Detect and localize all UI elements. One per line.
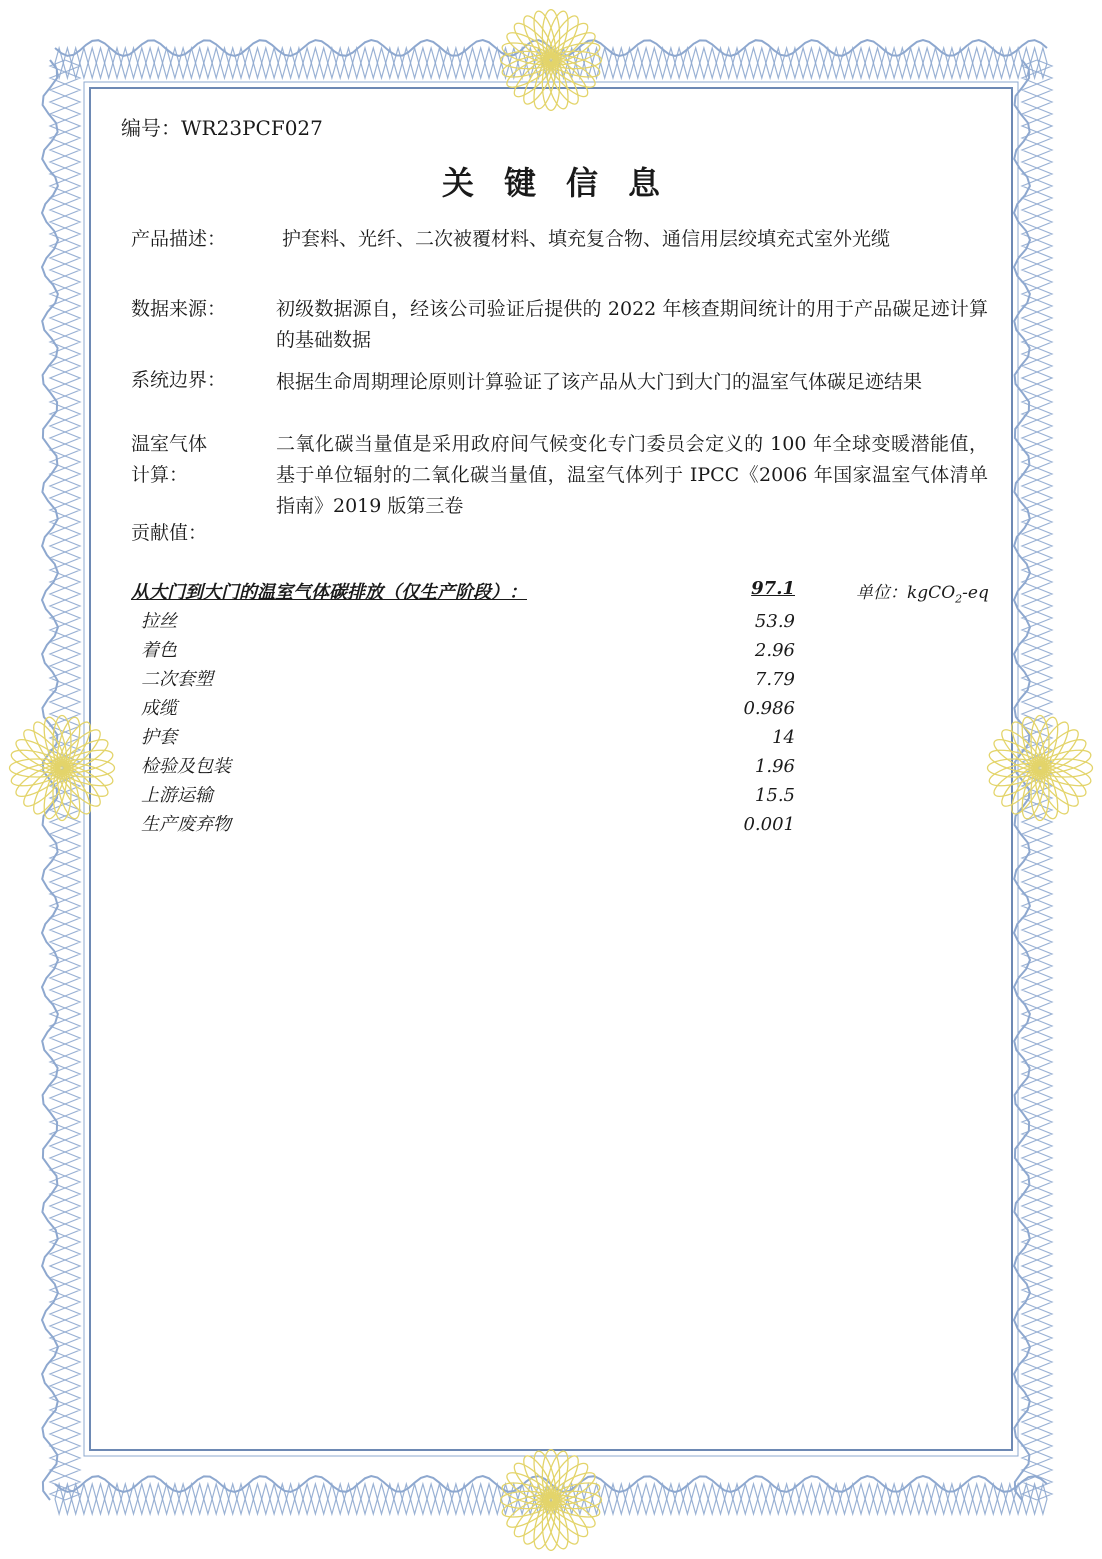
field-label-data-source: 数据来源： bbox=[131, 298, 227, 320]
field-label-contribution: 贡献值： bbox=[131, 522, 208, 544]
table-row bbox=[141, 781, 795, 810]
table-row bbox=[141, 636, 795, 665]
unit-subscript: 2 bbox=[955, 592, 963, 606]
row-value: 53.9 bbox=[754, 611, 795, 632]
row-name: 护套 bbox=[141, 727, 177, 748]
table-row bbox=[141, 723, 795, 752]
page-title: 关键信息 bbox=[441, 164, 690, 202]
emissions-table bbox=[141, 607, 795, 839]
table-row bbox=[141, 694, 795, 723]
row-name: 着色 bbox=[141, 640, 177, 661]
field-label-system-boundary: 系统边界： bbox=[131, 369, 227, 391]
row-value: 0.001 bbox=[743, 814, 795, 835]
row-name: 生产废弃物 bbox=[141, 814, 231, 835]
row-value: 1.96 bbox=[754, 756, 795, 777]
table-row bbox=[141, 810, 795, 839]
emissions-heading: 从大门到大门的温室气体碳排放（仅生产阶段）： bbox=[131, 582, 527, 603]
row-name: 拉丝 bbox=[141, 611, 177, 632]
row-name: 上游运输 bbox=[141, 785, 213, 806]
emissions-total: 97.1 bbox=[751, 578, 795, 599]
table-row bbox=[141, 665, 795, 694]
row-value: 0.986 bbox=[743, 698, 795, 719]
field-value-system-boundary: 根据生命周期理论原则计算验证了该产品从大门到大门的温室气体碳足迹结果 bbox=[276, 371, 923, 393]
field-label-product: 产品描述： bbox=[131, 228, 227, 250]
row-value: 15.5 bbox=[754, 785, 795, 806]
unit-suffix: -eq bbox=[962, 583, 989, 603]
field-label-ghg-calculation: 温室气体 计算： bbox=[131, 433, 208, 486]
table-row bbox=[141, 607, 795, 636]
field-value-product: 护套料、光纤、二次被覆材料、填充复合物、通信用层绞填充式室外光缆 bbox=[282, 228, 891, 250]
row-value: 7.79 bbox=[754, 669, 795, 690]
row-value: 2.96 bbox=[754, 640, 795, 661]
field-value-ghg-calculation: 二氧化碳当量值是采用政府间气候变化专门委员会定义的 100 年全球变暖潜能值，基于单位辐射的二氧化碳当量值，温室气体列于 IPCC《2006 年国家温室气体清单指南》2019 版第三卷 bbox=[276, 433, 988, 517]
unit-prefix: 单位：kgCO bbox=[856, 583, 956, 603]
certificate-number: 编号：WR23PCF027 bbox=[121, 116, 323, 140]
row-name: 成缆 bbox=[141, 698, 177, 719]
row-value: 14 bbox=[772, 727, 795, 748]
table-row bbox=[141, 752, 795, 781]
emissions-unit bbox=[856, 578, 989, 605]
row-name: 二次套塑 bbox=[141, 669, 213, 690]
row-name: 检验及包装 bbox=[141, 756, 231, 777]
field-value-data-source: 初级数据源自，经该公司验证后提供的 2022 年核查期间统计的用于产品碳足迹计算的基础数据 bbox=[276, 298, 988, 351]
